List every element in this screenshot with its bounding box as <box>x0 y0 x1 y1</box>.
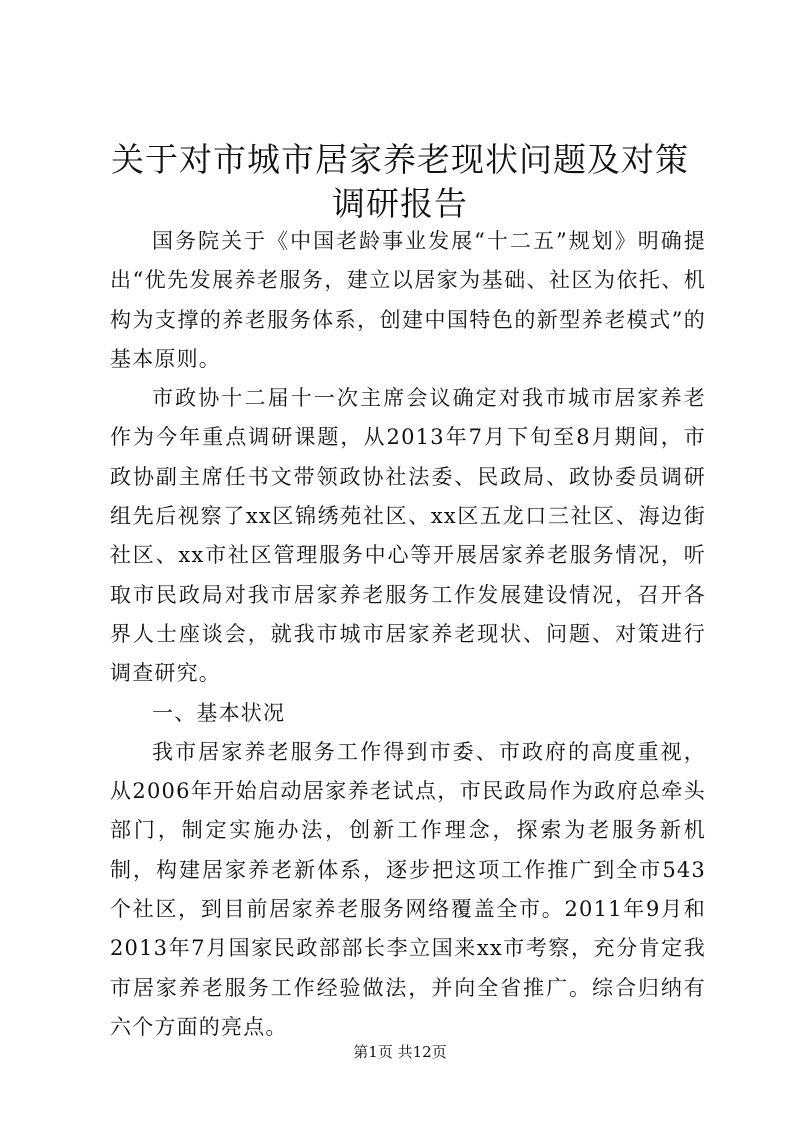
paragraph-basic-status: 我市居家养老服务工作得到市委、市政府的高度重视，从2006年开始启动居家养老试点，市民政局作为政府总牵头部门，制定实施办法，创新工作理念，探索为老服务新机制，构建居家养老新体系，逐步把这项工作推广到全市543个社区，到目前居家养老服务网络覆盖全市。2011年9月和2013年7月国家民政部部长李立国来xx市考察，充分肯定我市居家养老服务工作经验做法，并向全省推广。综合归纳有六个方面的亮点。 <box>110 739 706 1039</box>
paragraph-intro: 国务院关于《中国老龄事业发展“十二五”规划》明确提出“优先发展养老服务，建立以居家为基础、社区为依托、机构为支撑的养老服务体系，创建中国特色的新型养老模式”的基本原则。 <box>110 229 706 371</box>
document-title: 关于对市城市居家养老现状问题及对策调研报告 <box>111 140 689 223</box>
paragraph-research-task: 市政协十二届十一次主席会议确定对我市城市居家养老作为今年重点调研课题，从2013年7月下旬至8月期间，市政协副主席任书文带领政协社法委、民政局、政协委员调研组先后视察了xx区锦绣苑社区、xx区五龙口三社区、海边街社区、xx市社区管理服务中心等开展居家养老服务情况，听取市民政局对我市居家养老服务工作发展建设情况，召开各界人士座谈会，就我市城市居家养老现状、问题、对策进行调查研究。 <box>110 386 706 686</box>
page-footer: 第1页 共12页 <box>353 1043 447 1061</box>
section-heading-basic-status: 一、基本状况 <box>152 700 286 725</box>
document-body <box>110 222 706 1047</box>
